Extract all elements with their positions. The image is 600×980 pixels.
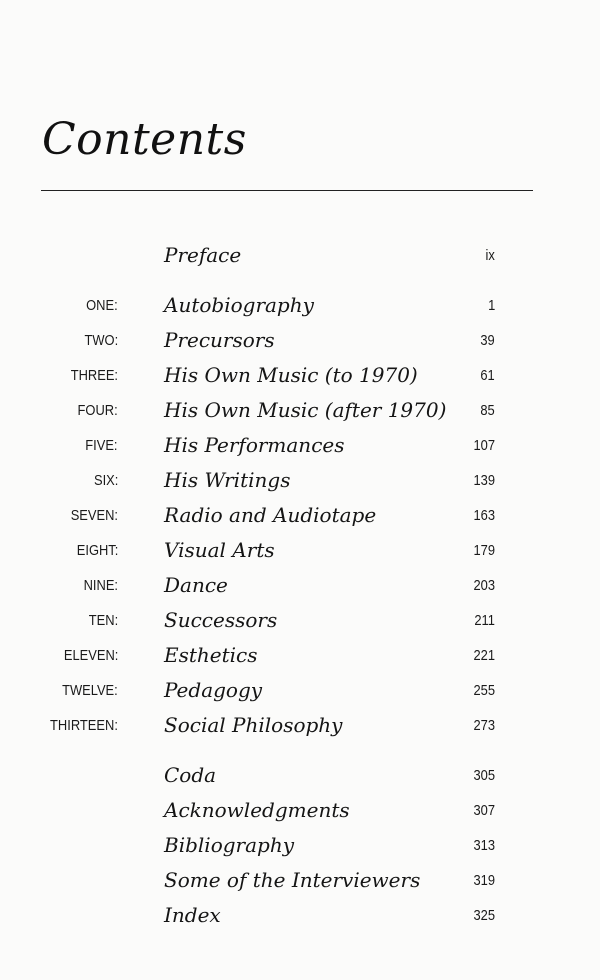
toc-entry: [0, 468, 600, 498]
toc-entry: [0, 678, 600, 708]
page-number: 319: [473, 872, 495, 889]
toc-entry: [0, 573, 600, 603]
page-number: 179: [473, 542, 495, 559]
chapter-title: His Writings: [164, 468, 291, 492]
chapter-title: Preface: [164, 243, 242, 267]
toc-entry: [0, 363, 600, 393]
chapter-number: TWELVE:: [62, 682, 118, 699]
toc-entry: [0, 713, 600, 743]
chapter-number: TWO:: [84, 332, 118, 349]
chapter-number: THIRTEEN:: [50, 717, 118, 734]
page-number: 313: [473, 837, 495, 854]
page-number: 273: [473, 717, 495, 734]
page-number: 305: [473, 767, 495, 784]
chapter-number: SEVEN:: [70, 507, 118, 524]
page-title: Contents: [42, 114, 247, 165]
chapter-number: EIGHT:: [76, 542, 118, 559]
toc-entry: [0, 763, 600, 793]
chapter-title: His Own Music (after 1970): [164, 398, 447, 422]
chapter-number: SIX:: [93, 472, 118, 489]
chapter-number: FOUR:: [77, 402, 118, 419]
page-number: 163: [473, 507, 495, 524]
page-number: 325: [473, 907, 495, 924]
toc-entry: [0, 643, 600, 673]
toc-entry: [0, 538, 600, 568]
page-number: 61: [480, 367, 495, 384]
chapter-number: TEN:: [88, 612, 118, 629]
page-number: 307: [473, 802, 495, 819]
toc-entry: [0, 903, 600, 933]
toc-entry: [0, 833, 600, 863]
chapter-title: His Performances: [164, 433, 345, 457]
chapter-title: Radio and Audiotape: [164, 503, 377, 527]
chapter-title: Acknowledgments: [164, 798, 350, 822]
chapter-number: FIVE:: [85, 437, 118, 454]
toc-entry: [0, 328, 600, 358]
chapter-title: Precursors: [164, 328, 275, 352]
page-number: 139: [473, 472, 495, 489]
chapter-title: Visual Arts: [164, 538, 275, 562]
chapter-title: Pedagogy: [164, 678, 263, 702]
chapter-title: Bibliography: [164, 833, 294, 857]
page-number: ix: [485, 247, 495, 264]
toc-entry: [0, 433, 600, 463]
chapter-title: Successors: [164, 608, 278, 632]
chapter-title: Coda: [164, 763, 217, 787]
chapter-number: THREE:: [70, 367, 118, 384]
chapter-title: Some of the Interviewers: [164, 868, 421, 892]
page-number: 255: [473, 682, 495, 699]
toc-entry: [0, 293, 600, 323]
page-number: 203: [473, 577, 495, 594]
toc-entry: [0, 608, 600, 638]
chapter-number: ONE:: [86, 297, 118, 314]
chapter-title: Autobiography: [164, 293, 314, 317]
chapter-title: Index: [164, 903, 221, 927]
page-number: 107: [473, 437, 495, 454]
title-rule: [41, 190, 533, 191]
page-number: 39: [480, 332, 495, 349]
toc-entry: [0, 398, 600, 428]
chapter-number: NINE:: [83, 577, 118, 594]
page-number: 221: [473, 647, 495, 664]
toc-entry: [0, 503, 600, 533]
page-number: 1: [487, 297, 495, 314]
toc-entry: [0, 798, 600, 828]
toc-entry: [0, 243, 600, 273]
toc-entry: [0, 868, 600, 898]
page-number: 211: [474, 612, 495, 629]
chapter-title: Esthetics: [164, 643, 258, 667]
chapter-title: His Own Music (to 1970): [164, 363, 418, 387]
chapter-number: ELEVEN:: [63, 647, 118, 664]
page-number: 85: [480, 402, 495, 419]
chapter-title: Social Philosophy: [164, 713, 343, 737]
chapter-title: Dance: [164, 573, 228, 597]
